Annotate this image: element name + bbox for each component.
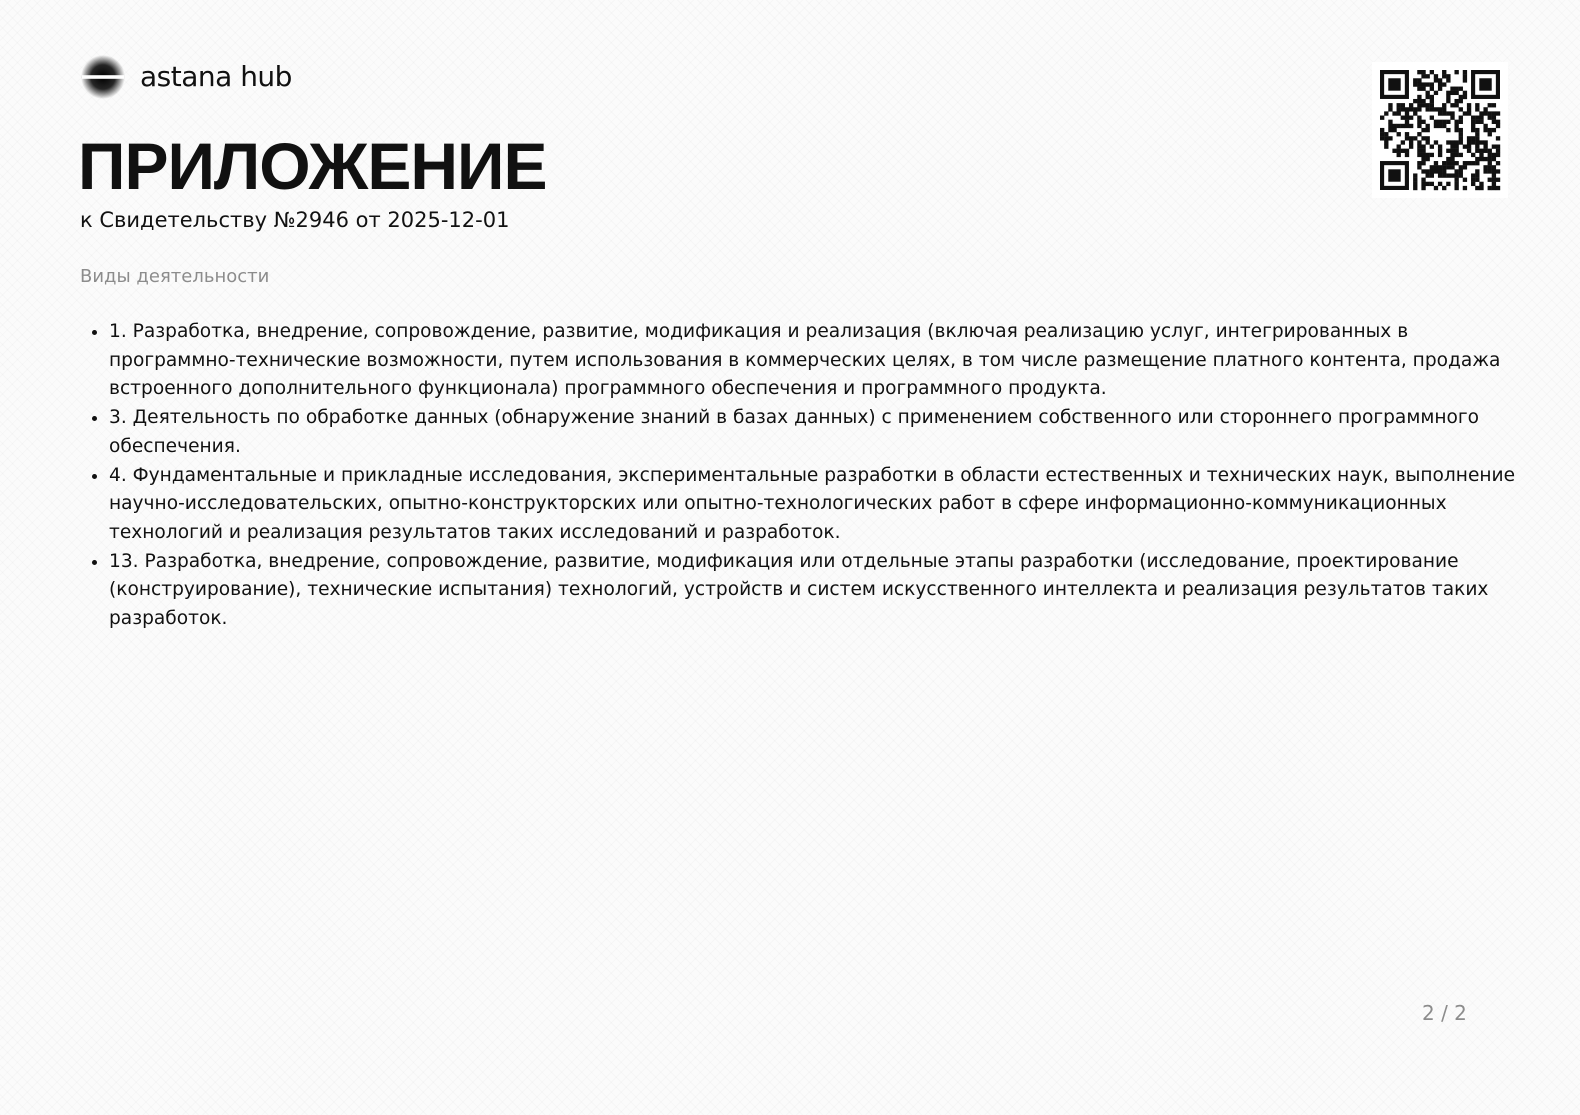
activity-list [80, 318, 1529, 634]
list-item: • 3. Деятельность по обработке данных (обнаружение знаний в базах данных) с применением собственного или стороннего программного обеспечения. [109, 404, 1529, 461]
astana-hub-logo-icon [80, 54, 126, 100]
logo [80, 54, 292, 100]
qr-code-icon [1372, 62, 1508, 198]
certificate-reference: к Свидетельству №2946 от 2025-12-01 [80, 208, 510, 232]
qr-code [1372, 62, 1508, 198]
logo-text: astana hub [140, 60, 292, 93]
list-item: • 4. Фундаментальные и прикладные исследования, экспериментальные разработки в области естественных и технических наук, выполнение научно-исследовательских, опытно-конструкторских или опытно-технологических работ в сфере информационно-коммуникационных технологий и реализация результатов таких исследований и разработок. [109, 462, 1529, 548]
list-item: • 13. Разработка, внедрение, сопровождение, развитие, модификация или отдельные этапы разработки (исследование, проектирование (конструирование), технические испытания) технологий, устройств и систем искусственного интеллекта и реализация результатов таких разработок. [109, 548, 1529, 634]
list-item: • 1. Разработка, внедрение, сопровождение, развитие, модификация и реализация (включая реализацию услуг, интегрированных в программно-технические возможности, путем использования в коммерческих целях, в том числе размещение платного контента, продажа встроенного дополнительного функционала) программного обеспечения и программного продукта. [109, 318, 1529, 404]
page-title: ПРИЛОЖЕНИЕ [78, 129, 547, 203]
page-number: 2 / 2 [1422, 1001, 1467, 1025]
section-label: Виды деятельности [80, 266, 270, 287]
